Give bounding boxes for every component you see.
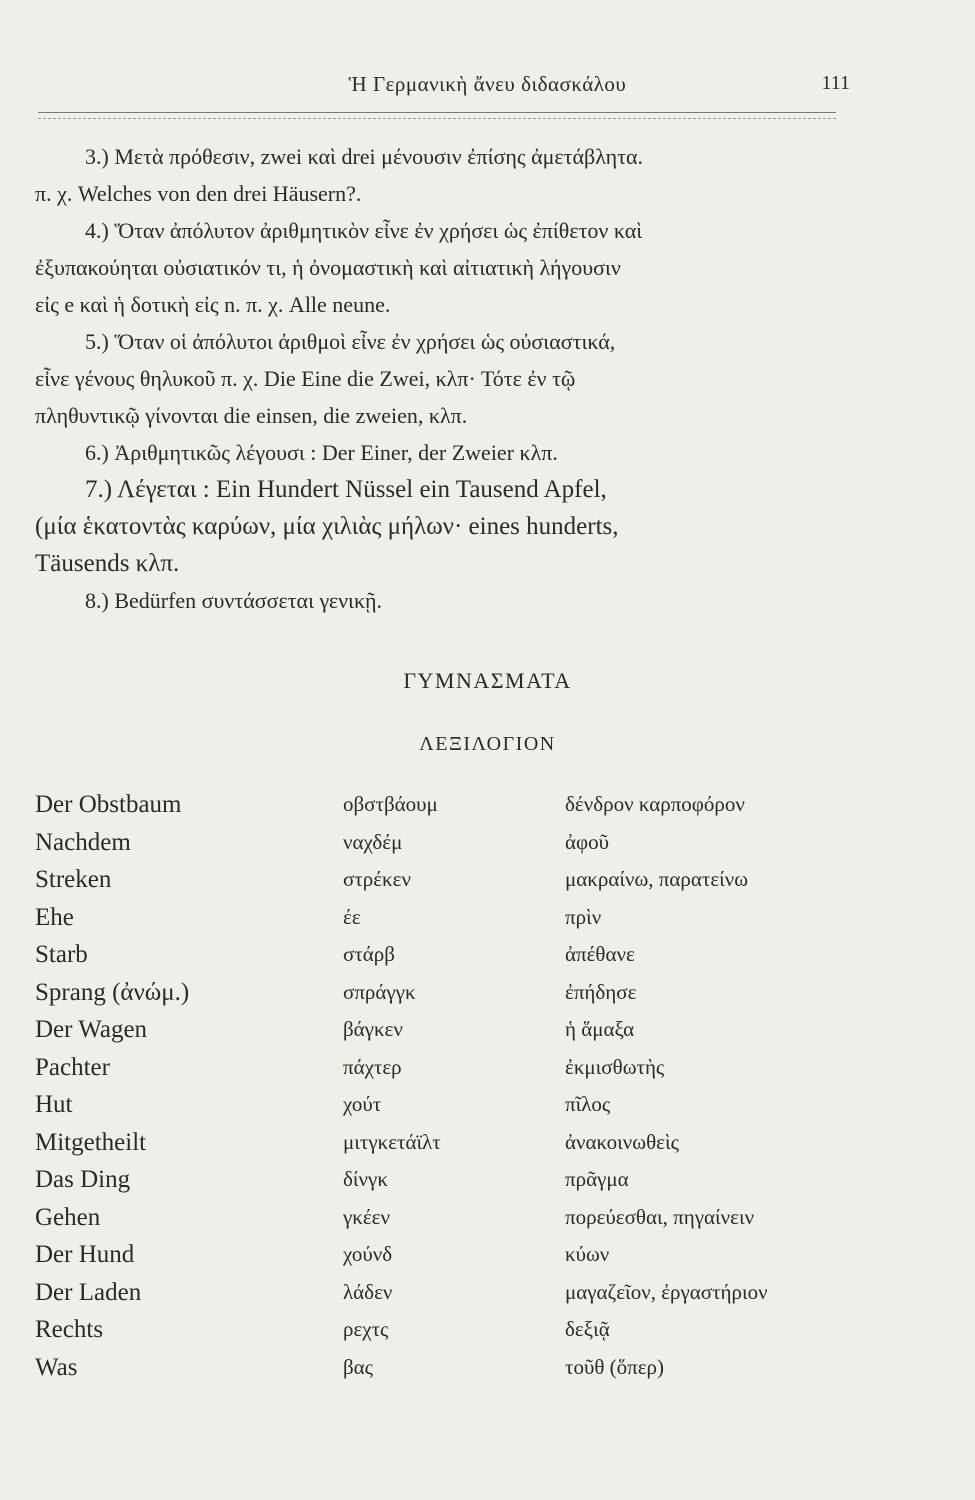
pronunciation: ρεχτς xyxy=(343,1317,389,1341)
german-word: Starb xyxy=(35,941,88,968)
note-line: εἶνε γένους θηλυκοῦ π. χ. Die Eine die Zwei, κλπ· Τότε ἐν τῷ xyxy=(35,366,576,391)
note-line: 8.) Bedürfen συντάσσεται γενικῇ. xyxy=(85,588,383,613)
note-line: Täusends κλπ. xyxy=(35,550,180,577)
pronunciation: έε xyxy=(343,904,361,929)
note-line: 5.) Ὅταν οἱ ἀπόλυτοι ἀριθμοὶ εἶνε ἐν χρήσει ὡς οὐσιαστικά, xyxy=(85,329,616,354)
vocab-row xyxy=(35,936,835,974)
vocab-row xyxy=(35,1199,835,1237)
vocab-row xyxy=(35,861,835,899)
vocab-row xyxy=(35,1349,835,1387)
german-word: Ehe xyxy=(35,903,74,931)
greek-meaning: ἡ ἅμαξα xyxy=(565,1017,635,1041)
german-word: Der Wagen xyxy=(35,1016,148,1043)
vocabulary-heading: ΛΕΞΙΛΟΓΙΟΝ xyxy=(419,733,556,755)
greek-meaning: πρὶν xyxy=(565,904,602,929)
exercises-heading: ΓΥΜΝΑΣΜΑΤΑ xyxy=(403,668,572,693)
pronunciation: λάδεν xyxy=(343,1279,393,1304)
grammar-notes xyxy=(35,138,835,619)
pronunciation: βάγκεν xyxy=(343,1017,403,1041)
pronunciation: σπράγγκ xyxy=(343,979,416,1004)
vocab-row xyxy=(35,1086,835,1124)
note-line: (μία ἑκατοντὰς καρύων, μία χιλιὰς μήλων· eines hunderts, xyxy=(35,513,619,540)
pronunciation: βας xyxy=(343,1354,374,1379)
german-word: Hut xyxy=(35,1091,73,1118)
vocab-row xyxy=(35,786,835,824)
german-word: Sprang (ἀνώμ.) xyxy=(35,978,190,1006)
pronunciation: δίνγκ xyxy=(343,1167,388,1191)
note-line: 7.) Λέγεται : Ein Hundert Nüssel ein Tausend Apfel, xyxy=(85,476,607,503)
greek-meaning: πορεύεσθαι, πηγαίνειν xyxy=(565,1204,755,1229)
greek-meaning: ἐπήδησε xyxy=(565,979,637,1004)
greek-meaning: ἀνακοινωθεὶς xyxy=(565,1129,679,1154)
greek-meaning: μακραίνω, παρατείνω xyxy=(565,867,749,891)
vocab-row xyxy=(35,824,835,862)
pronunciation: στρέκεν xyxy=(343,867,411,891)
pronunciation: οβστβάουμ xyxy=(343,792,438,816)
vocab-row xyxy=(35,974,835,1012)
german-word: Was xyxy=(35,1353,78,1381)
running-title: Ἡ Γερμανικὴ ἄνευ διδασκάλου xyxy=(348,72,627,96)
pronunciation: χούτ xyxy=(343,1092,382,1116)
pronunciation: μιτγκετάϊλτ xyxy=(343,1129,441,1154)
note-line: 3.) Μετὰ πρόθεσιν, zwei καὶ drei μένουσιν ἐπίσης ἀμετάβλητα. xyxy=(85,144,644,169)
note-line: 4.) Ὅταν ἀπόλυτον ἀριθμητικὸν εἶνε ἐν χρήσει ὡς ἐπίθετον καὶ xyxy=(85,218,643,243)
vocab-row xyxy=(35,1274,835,1312)
greek-meaning: πρᾶγμα xyxy=(565,1167,629,1191)
german-word: Mitgetheilt xyxy=(35,1128,147,1156)
note-line: π. χ. Welches von den drei Häusern?. xyxy=(35,181,362,206)
german-word: Der Laden xyxy=(35,1278,142,1306)
greek-meaning: δένδρον καρποφόρον xyxy=(565,792,745,816)
note-line: πληθυντικῷ γίνονται die einsen, die zweien, κλπ. xyxy=(35,403,468,428)
greek-meaning: δεξιᾷ xyxy=(565,1317,610,1341)
german-word: Gehen xyxy=(35,1203,101,1231)
pronunciation: στάρβ xyxy=(343,942,395,966)
note-line: ἐξυπακούηται οὐσιατικόν τι, ἡ ὀνομαστικὴ καὶ αἰτιατικὴ λήγουσιν xyxy=(35,255,621,280)
german-word: Der Obstbaum xyxy=(35,791,182,818)
german-word: Pachter xyxy=(35,1053,110,1081)
greek-meaning: ἐκμισθωτὴς xyxy=(565,1054,665,1079)
header-rule xyxy=(38,112,836,119)
greek-meaning: ἀφοῦ xyxy=(565,829,610,854)
running-header xyxy=(0,72,975,106)
vocab-row xyxy=(35,1311,835,1349)
pronunciation: πάχτερ xyxy=(343,1054,402,1079)
note-line: 6.) Ἀριθμητικῶς λέγουσι : Der Einer, der Zweier κλπ. xyxy=(85,440,558,465)
german-word: Rechts xyxy=(35,1316,104,1343)
vocab-row xyxy=(35,1161,835,1199)
vocab-row xyxy=(35,899,835,937)
greek-meaning: πῖλος xyxy=(565,1092,611,1116)
greek-meaning: τοῦθ (ὅπερ) xyxy=(565,1354,665,1379)
vocab-row xyxy=(35,1236,835,1274)
greek-meaning: μαγαζεῖον, ἐργαστήριον xyxy=(565,1279,768,1304)
vocab-row xyxy=(35,1049,835,1087)
german-word: Streken xyxy=(35,866,112,893)
pronunciation: ναχδέμ xyxy=(343,829,403,854)
german-word: Nachdem xyxy=(35,828,131,856)
vocab-row xyxy=(35,1124,835,1162)
vocabulary-table xyxy=(35,786,835,1386)
page-number: 111 xyxy=(821,72,850,94)
german-word: Das Ding xyxy=(35,1166,131,1193)
note-line: εἰς e καὶ ἡ δοτικὴ εἰς n. π. χ. Alle neune. xyxy=(35,292,391,317)
pronunciation: γκέεν xyxy=(343,1204,390,1229)
greek-meaning: κύων xyxy=(565,1242,610,1266)
pronunciation: χούνδ xyxy=(343,1242,393,1266)
german-word: Der Hund xyxy=(35,1241,135,1268)
greek-meaning: ἀπέθανε xyxy=(565,942,635,966)
vocab-row xyxy=(35,1011,835,1049)
